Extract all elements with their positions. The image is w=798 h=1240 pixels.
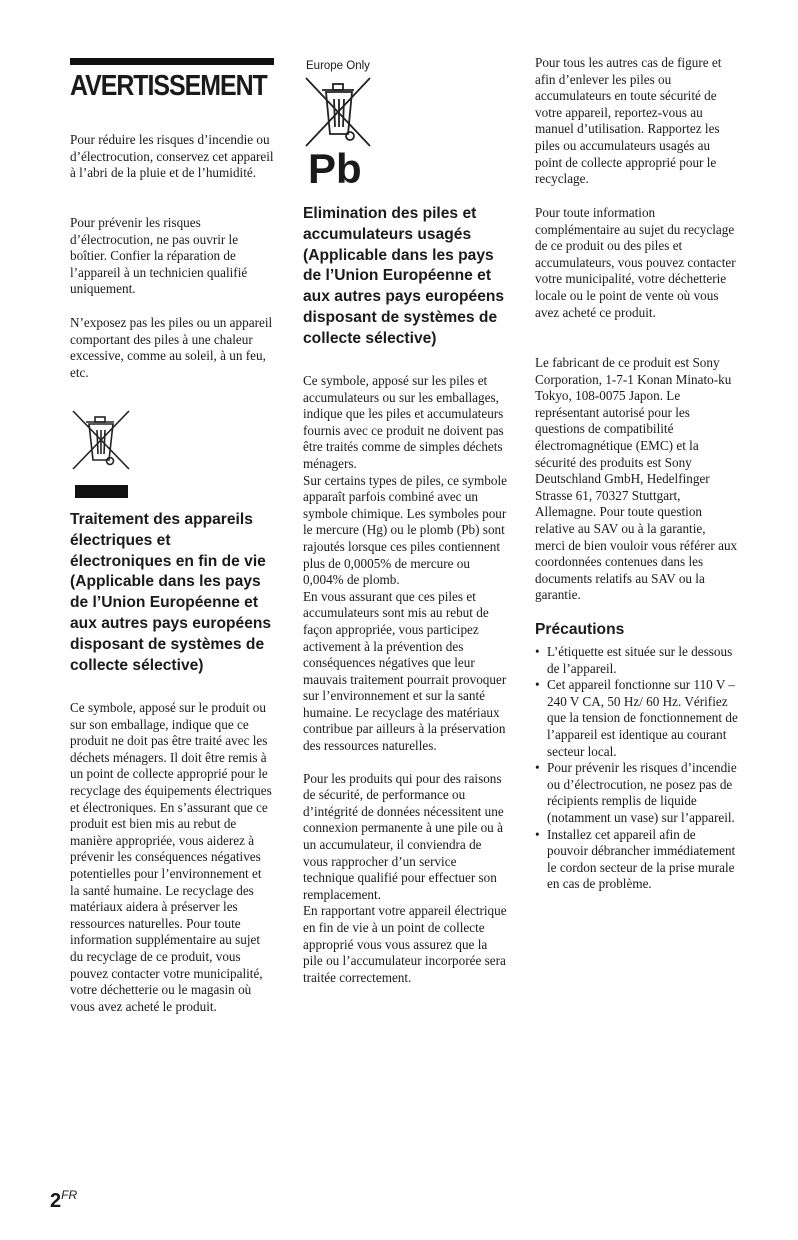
battery-body-5: En rapportant votre appareil électrique en fin de vie à un point de collecte approprié vous vous assurez que la pile ou l’accumulateur incorporée sera traitée correctement. [303,903,507,985]
battery-body-1: Ce symbole, apposé sur les piles et accumulateurs ou sur les emballages, indique que les piles et accumulateurs fournis avec ce produit ne doivent pas être traités comme de simples déchets ménagers. [303,373,504,471]
page-title: AVERTISSEMENT [70,70,267,102]
battery-heading: Elimination des piles et accumulateurs usagés (Applicable dans les pays de l’Union Européenne et aux autres pays européens disposant de systèmes de collecte sélective) [303,205,505,347]
list-item: • L’étiquette est située sur le dessous de l’appareil. [535,644,738,677]
warning-paragraph-2: Pour prévenir les risques d’électrocution, ne pas ouvrir le boîtier. Confier la réparation de l’appareil à un technicien qualifié uniquement. [70,215,248,297]
manufacturer-paragraph: Le fabricant de ce produit est Sony Corporation, 1-7-1 Konan Minato-ku Tokyo, 108-0075 Japon. Le représentant autorisé pour les questions de compatibilité électromagnétique (EMC) et la sécurité des produits est Sony Deutschland GmbH, Hedelfinger Strasse 61, 70327 Stuttgart, Allemagne. Pour toute question relative au SAV ou à la garantie, merci de bien vouloir vous référer aux coordonnées contenues dans les documents relatifs au SAV ou la garantie. [535,355,738,603]
black-bar-symbol [75,485,128,498]
crossed-bin-icon [70,408,132,472]
warning-paragraph-3: N’exposez pas les piles ou un appareil comportant des piles à une chaleur excessive, comme au soleil, à un feu, etc. [70,315,273,380]
battery-body-2: Sur certains types de piles, ce symbole apparaît parfois combiné avec un symbole chimique. Les symboles pour le mercure (Hg) ou le plomb (Pb) sont rajoutés lorsque ces piles contiennent plus de 0,0005% de mercure ou 0,004% de plomb. [303,472,507,588]
weee-body: Ce symbole, apposé sur le produit ou sur son emballage, indique que ce produit ne doit pas être traité avec les déchets ménagers. Il doit être remis à un point de collecte approprié pour le recyclage des équipements électriques et électroniques. En s’assurant que ce produit est bien mis au rebut de manière appropriée, vous aiderez à prévenir les conséquences négatives potentielles pour l’environnement et la santé humaine. Le recyclage des matériaux aidera à préserver les ressources naturelles. Pour toute information supplémentaire au sujet du recyclage de ce produit, vous pouvez contacter votre municipalité, votre déchetterie ou le magasin où vous avez acheté le produit. [70,700,272,1014]
precautions-heading: Précautions [535,621,625,638]
page-number [50,1190,77,1213]
battery-body [303,373,509,986]
pb-label: Pb [308,145,362,192]
warning-paragraph-1: Pour réduire les risques d’incendie ou d’électrocution, conservez cet appareil à l’abri de la pluie et de l’humidité. [70,132,274,181]
europe-only-label: Europe Only [306,60,370,72]
title-rule [70,58,274,65]
page-number-value: 2 [50,1190,62,1212]
list-item: • Installez cet appareil afin de pouvoir débrancher immédiatement le cordon secteur de la prise murale en cas de problème. [535,827,738,893]
page-language: FR [61,1188,78,1202]
weee-heading: Traitement des appareils électriques et électroniques en fin de vie (Applicable dans les pays de l’Union Européenne et aux autres pays européens disposant de systèmes de collecte sélective) [70,511,272,674]
info-paragraph-1: Pour tous les autres cas de figure et afin d’enlever les piles ou accumulateurs en toute sécurité de votre appareil, reportez-vous au manuel d’utilisation. Rapportez les piles ou accumulateurs usagés au point de collecte approprié pour le recyclage. [535,55,722,187]
battery-crossed-bin-icon [302,74,374,150]
battery-body-4: Pour les produits qui pour des raisons de sécurité, de performance ou d’intégrité de données nécessitent une connexion permanente à une pile ou à un accumulateur, il conviendra de vous rapprocher d’un service technique qualifié pour effectuer son remplacement. [303,770,504,902]
list-item: • Pour prévenir les risques d’incendie ou d’électrocution, ne posez pas de récipients remplis de liquide (notamment un vase) sur l’appareil. [535,760,738,826]
info-paragraph-2: Pour toute information complémentaire au sujet du recyclage de ce produit ou des piles et accumulateurs, vous pouvez contacter votre municipalité, votre déchetterie locale ou le point de vente où vous avez acheté ce produit. [535,205,736,320]
precautions-list [535,644,738,893]
list-item: • Cet appareil fonctionne sur 110 V – 240 V CA, 50 Hz/ 60 Hz. Vérifiez que la tension de fonctionnement de l’appareil est identique au courant secteur local. [535,677,738,760]
battery-body-3: En vous assurant que ces piles et accumulateurs sont mis au rebut de façon appropriée, vous participez activement à la prévention des conséquences négatives que leur mauvais traitement pourrait provoquer sur l’environnement et sur la santé humaine. Le recyclage des matériaux contribue par ailleurs à la préservation des ressources naturelles. [303,588,507,754]
